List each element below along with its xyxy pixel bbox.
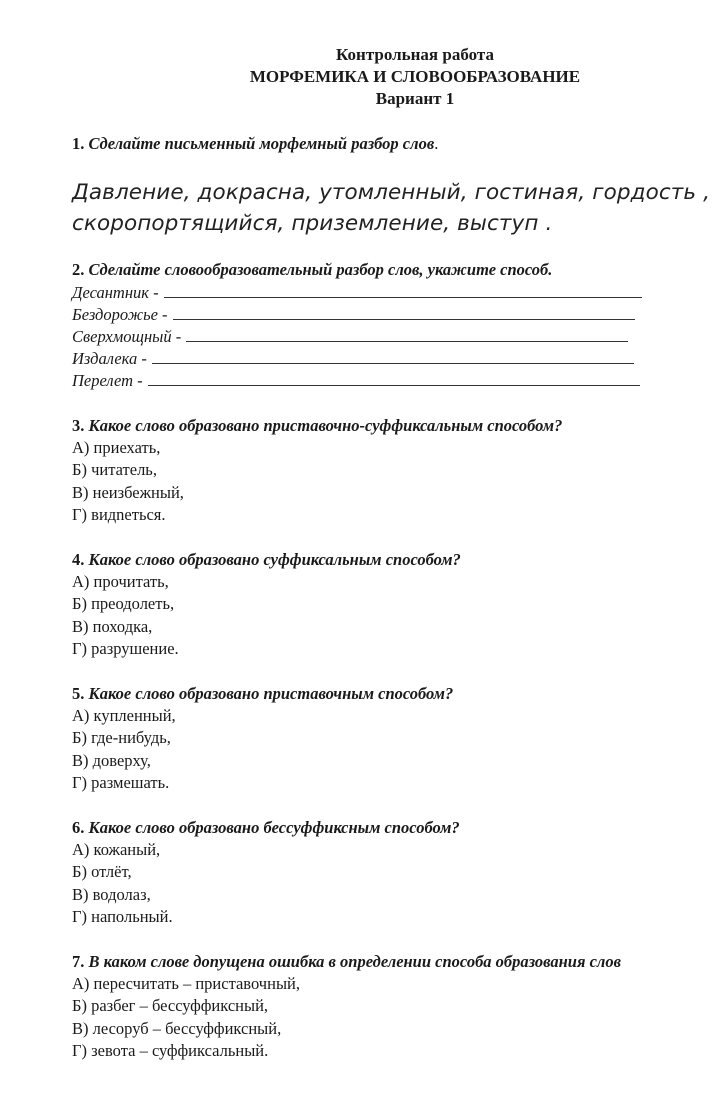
answer-option[interactable]: В) походка, [72, 616, 153, 636]
question-2-number: 2. [72, 260, 85, 279]
answer-line[interactable] [152, 362, 634, 364]
answer-option[interactable]: А) кожаный, [72, 840, 161, 859]
question-3-text: Какое слово образовано приставочно-суффиксальным способом? [88, 416, 563, 435]
question-3 [72, 415, 720, 526]
answer-option[interactable]: Г) напольный. [72, 906, 173, 926]
answer-option[interactable]: Г) разрушение. [72, 638, 179, 658]
document-header [0, 44, 720, 110]
fill-row [72, 369, 720, 391]
answer-option[interactable]: А) купленный, [72, 706, 176, 725]
question-6-title [72, 817, 720, 839]
question-7-title [72, 951, 720, 973]
answer-option[interactable]: В) неизбежный, [72, 482, 184, 502]
question-7-number: 7. [72, 952, 85, 971]
header-title: Контрольная работа [336, 45, 494, 64]
fill-label: Десантник - [72, 283, 159, 302]
answer-option[interactable]: Б) отлёт, [72, 862, 132, 882]
fill-row [72, 347, 720, 369]
question-6-text: Какое слово образовано бессуффиксным способом? [88, 818, 460, 837]
question-1-text: Сделайте письменный морфемный разбор слов [88, 134, 435, 153]
question-5-text: Какое слово образовано приставочным способом? [88, 684, 454, 703]
question-2-text: Сделайте словообразовательный разбор слов, укажите способ. [88, 260, 553, 279]
question-2 [72, 259, 720, 391]
answer-option[interactable]: В) водолаз, [72, 884, 151, 904]
fill-label: Перелет - [72, 371, 143, 390]
question-7 [72, 951, 720, 1062]
answer-option[interactable]: А) прочитать, [72, 572, 169, 591]
answer-option[interactable]: Б) преодолеть, [72, 594, 175, 614]
question-6 [72, 817, 720, 928]
question-1-title [72, 133, 720, 155]
question-7-text: В каком слове допущена ошибка в определении способа образования слов [88, 952, 622, 971]
question-1 [72, 133, 720, 155]
answer-option[interactable]: Б) читатель, [72, 460, 157, 480]
fill-row [72, 325, 720, 347]
fill-label: Сверхмощный - [72, 327, 182, 346]
question-4-text: Какое слово образовано суффиксальным способом? [88, 550, 461, 569]
question-3-title [72, 415, 720, 437]
answer-option[interactable]: В) лесоруб – бессуффиксный, [72, 1018, 282, 1038]
question-4-title [72, 549, 720, 571]
question-1-period: . [434, 134, 439, 153]
answer-option[interactable]: Б) где-нибудь, [72, 728, 171, 748]
question-1-words [72, 177, 720, 239]
question-5-number: 5. [72, 684, 85, 703]
question-6-number: 6. [72, 818, 85, 837]
answer-option[interactable]: Г) размешать. [72, 772, 170, 792]
fill-label: Бездорожье - [72, 305, 168, 324]
answer-line[interactable] [173, 318, 635, 320]
question-5-title [72, 683, 720, 705]
words-line-1: Давление, докрасна, утомленный, гостиная, гордость , [72, 180, 711, 205]
fill-row [72, 281, 720, 303]
question-5 [72, 683, 720, 794]
header-subject: МОРФЕМИКА И СЛОВООБРАЗОВАНИЕ [249, 67, 581, 86]
question-4 [72, 549, 720, 660]
question-3-number: 3. [72, 416, 85, 435]
header-variant: Вариант 1 [375, 89, 455, 108]
answer-line[interactable] [148, 384, 640, 386]
words-line-2: скоропортящийся, приземление, выступ . [72, 211, 553, 236]
question-4-number: 4. [72, 550, 85, 569]
answer-option[interactable]: А) приехать, [72, 438, 161, 457]
fill-label: Издалека - [72, 349, 147, 368]
answer-line[interactable] [186, 340, 628, 342]
answer-option[interactable]: Б) разбег – бессуффиксный, [72, 996, 269, 1016]
question-1-number: 1. [72, 134, 85, 153]
answer-line[interactable] [164, 296, 642, 298]
question-2-title [72, 259, 720, 281]
fill-row [72, 303, 720, 325]
answer-option[interactable]: А) пересчитать – приставочный, [72, 974, 300, 993]
answer-option[interactable]: Г) видneться. [72, 504, 166, 524]
answer-option[interactable]: Г) зевота – суффиксальный. [72, 1040, 269, 1060]
answer-option[interactable]: В) доверху, [72, 750, 151, 770]
